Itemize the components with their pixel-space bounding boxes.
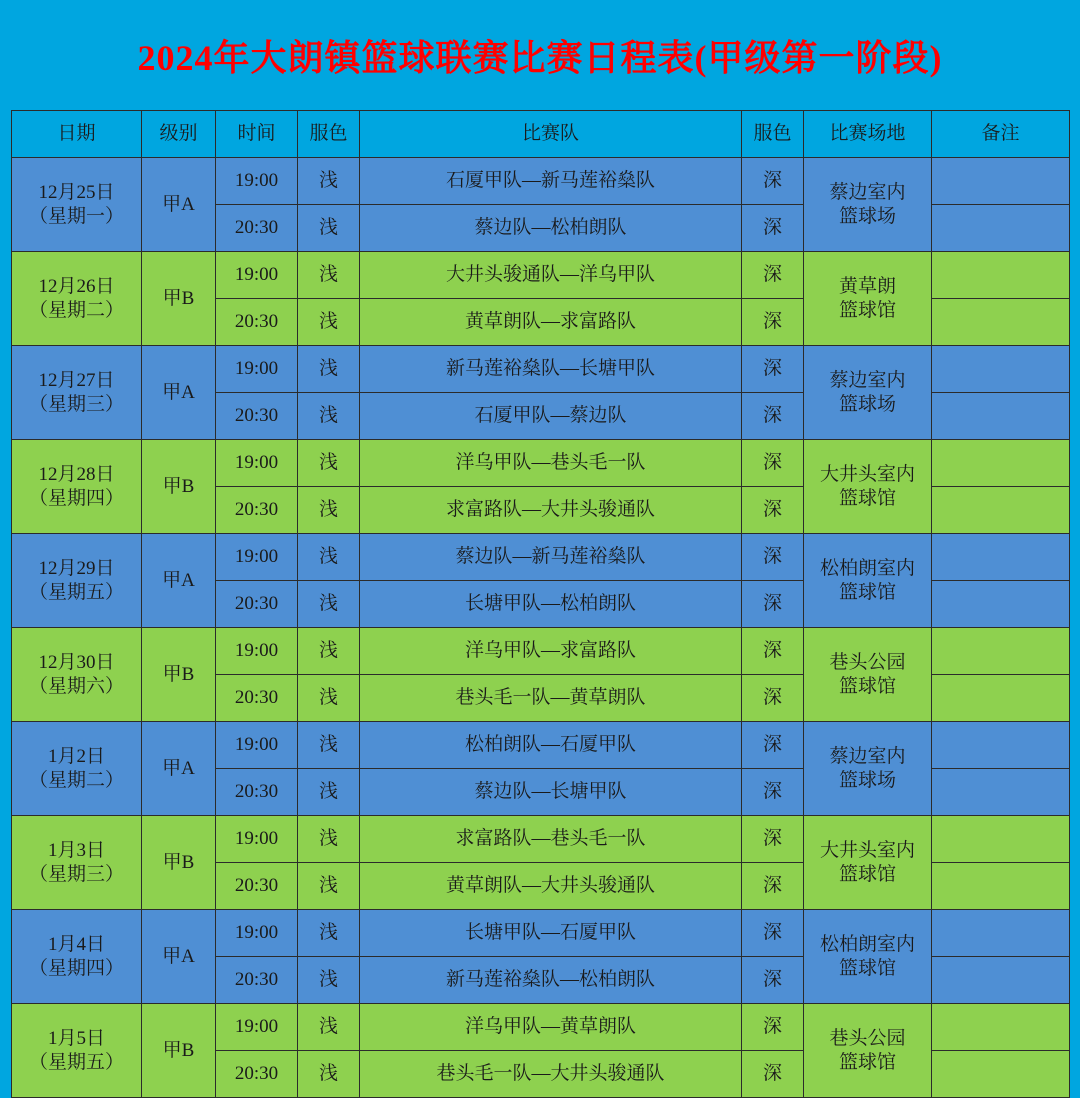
cell-match: 蔡边队—松柏朗队 [360, 205, 742, 252]
cell-time: 20:30 [216, 675, 298, 722]
date-day: 12月26日 [38, 275, 115, 297]
cell-dress-away: 深 [742, 628, 804, 675]
cell-time: 19:00 [216, 816, 298, 863]
cell-note [932, 1051, 1070, 1098]
cell-time: 19:00 [216, 628, 298, 675]
cell-dress-home: 浅 [298, 722, 360, 769]
cell-note [932, 1004, 1070, 1051]
cell-match: 求富路队—大井头骏通队 [360, 487, 742, 534]
cell-match: 大井头骏通队—洋乌甲队 [360, 252, 742, 299]
cell-dress-away: 深 [742, 252, 804, 299]
cell-note [932, 628, 1070, 675]
cell-dress-home: 浅 [298, 675, 360, 722]
cell-note [932, 346, 1070, 393]
cell-level: 甲B [142, 816, 216, 910]
cell-note [932, 957, 1070, 1004]
date-weekday: （星期六） [28, 675, 124, 697]
cell-time: 20:30 [216, 1051, 298, 1098]
cell-date [12, 910, 142, 1004]
cell-venue [804, 628, 932, 722]
cell-dress-away: 深 [742, 910, 804, 957]
cell-dress-away: 深 [742, 205, 804, 252]
cell-level: 甲A [142, 910, 216, 1004]
cell-match: 松柏朗队—石厦甲队 [360, 722, 742, 769]
cell-note [932, 440, 1070, 487]
date-weekday: （星期五） [28, 581, 124, 603]
date-day: 1月2日 [47, 745, 105, 767]
cell-date [12, 440, 142, 534]
cell-match: 黄草朗队—大井头骏通队 [360, 863, 742, 910]
cell-level: 甲B [142, 1004, 216, 1098]
date-weekday: （星期五） [28, 1051, 124, 1073]
cell-date [12, 816, 142, 910]
cell-match: 巷头毛一队—大井头骏通队 [360, 1051, 742, 1098]
cell-time: 20:30 [216, 205, 298, 252]
cell-note [932, 722, 1070, 769]
venue-line-2: 篮球场 [838, 205, 896, 227]
venue-line-1: 松柏朗室内 [819, 557, 915, 579]
venue-line-2: 篮球馆 [838, 581, 896, 603]
column-header-match: 比赛队 [360, 111, 742, 158]
venue-line-1: 蔡边室内 [829, 745, 906, 767]
venue-line-1: 松柏朗室内 [819, 933, 915, 955]
cell-note [932, 675, 1070, 722]
cell-venue [804, 722, 932, 816]
cell-dress-home: 浅 [298, 205, 360, 252]
cell-level: 甲B [142, 252, 216, 346]
cell-match: 蔡边队—新马莲裕燊队 [360, 534, 742, 581]
cell-match: 石厦甲队—新马莲裕燊队 [360, 158, 742, 205]
table-row [12, 910, 1070, 957]
table-header-row [12, 111, 1070, 158]
date-weekday: （星期三） [28, 393, 124, 415]
cell-time: 19:00 [216, 440, 298, 487]
cell-dress-away: 深 [742, 158, 804, 205]
cell-dress-home: 浅 [298, 863, 360, 910]
cell-match: 石厦甲队—蔡边队 [360, 393, 742, 440]
cell-dress-home: 浅 [298, 581, 360, 628]
cell-dress-home: 浅 [298, 957, 360, 1004]
cell-note [932, 299, 1070, 346]
venue-line-1: 巷头公园 [829, 1027, 906, 1049]
cell-match: 蔡边队—长塘甲队 [360, 769, 742, 816]
cell-dress-home: 浅 [298, 1051, 360, 1098]
cell-dress-away: 深 [742, 487, 804, 534]
cell-time: 20:30 [216, 957, 298, 1004]
cell-note [932, 769, 1070, 816]
cell-time: 19:00 [216, 1004, 298, 1051]
date-weekday: （星期二） [28, 769, 124, 791]
cell-note [932, 863, 1070, 910]
cell-dress-away: 深 [742, 769, 804, 816]
cell-date [12, 252, 142, 346]
cell-level: 甲B [142, 628, 216, 722]
cell-time: 19:00 [216, 534, 298, 581]
cell-dress-home: 浅 [298, 910, 360, 957]
table-header [12, 111, 1070, 158]
table-row [12, 628, 1070, 675]
cell-date [12, 1004, 142, 1098]
cell-dress-away: 深 [742, 675, 804, 722]
venue-line-2: 篮球馆 [838, 299, 896, 321]
column-header-level: 级别 [142, 111, 216, 158]
table-row [12, 158, 1070, 205]
date-weekday: （星期四） [28, 487, 124, 509]
cell-time: 20:30 [216, 581, 298, 628]
table-row [12, 1004, 1070, 1051]
cell-time: 19:00 [216, 910, 298, 957]
cell-level: 甲A [142, 346, 216, 440]
cell-date [12, 628, 142, 722]
venue-line-1: 蔡边室内 [829, 369, 906, 391]
cell-dress-home: 浅 [298, 393, 360, 440]
cell-dress-away: 深 [742, 393, 804, 440]
cell-match: 洋乌甲队—巷头毛一队 [360, 440, 742, 487]
cell-dress-home: 浅 [298, 252, 360, 299]
cell-dress-away: 深 [742, 581, 804, 628]
cell-venue [804, 816, 932, 910]
cell-date [12, 534, 142, 628]
schedule-table [11, 110, 1070, 1098]
venue-line-2: 篮球馆 [838, 957, 896, 979]
column-header-dress-away: 服色 [742, 111, 804, 158]
cell-note [932, 534, 1070, 581]
cell-match: 黄草朗队—求富路队 [360, 299, 742, 346]
cell-time: 19:00 [216, 346, 298, 393]
cell-dress-away: 深 [742, 722, 804, 769]
venue-line-1: 大井头室内 [819, 839, 915, 861]
date-day: 12月28日 [38, 463, 115, 485]
cell-match: 洋乌甲队—求富路队 [360, 628, 742, 675]
cell-time: 19:00 [216, 158, 298, 205]
cell-dress-away: 深 [742, 346, 804, 393]
cell-time: 20:30 [216, 393, 298, 440]
cell-note [932, 581, 1070, 628]
cell-venue [804, 1004, 932, 1098]
cell-match: 求富路队—巷头毛一队 [360, 816, 742, 863]
cell-venue [804, 346, 932, 440]
table-body [12, 158, 1070, 1098]
cell-level: 甲B [142, 440, 216, 534]
venue-line-1: 蔡边室内 [829, 181, 906, 203]
date-day: 12月27日 [38, 369, 115, 391]
cell-dress-away: 深 [742, 1051, 804, 1098]
cell-dress-home: 浅 [298, 158, 360, 205]
cell-venue [804, 910, 932, 1004]
table-row [12, 722, 1070, 769]
cell-date [12, 158, 142, 252]
venue-line-2: 篮球馆 [838, 487, 896, 509]
title-bar [0, 0, 1080, 110]
cell-match: 新马莲裕燊队—长塘甲队 [360, 346, 742, 393]
date-day: 12月25日 [38, 181, 115, 203]
cell-note [932, 158, 1070, 205]
cell-match: 长塘甲队—石厦甲队 [360, 910, 742, 957]
column-header-venue: 比赛场地 [804, 111, 932, 158]
cell-dress-home: 浅 [298, 440, 360, 487]
venue-line-2: 篮球馆 [838, 675, 896, 697]
cell-venue [804, 534, 932, 628]
column-header-note: 备注 [932, 111, 1070, 158]
table-row [12, 346, 1070, 393]
cell-dress-home: 浅 [298, 299, 360, 346]
cell-level: 甲A [142, 534, 216, 628]
cell-dress-home: 浅 [298, 816, 360, 863]
page-title: 2024年大朗镇篮球联赛比赛日程表(甲级第一阶段) [137, 37, 943, 78]
venue-line-2: 篮球场 [838, 393, 896, 415]
cell-dress-away: 深 [742, 534, 804, 581]
cell-dress-home: 浅 [298, 628, 360, 675]
venue-line-2: 篮球场 [838, 769, 896, 791]
table-row [12, 252, 1070, 299]
venue-line-2: 篮球馆 [838, 1051, 896, 1073]
cell-time: 19:00 [216, 252, 298, 299]
table-row [12, 816, 1070, 863]
cell-note [932, 252, 1070, 299]
date-weekday: （星期二） [28, 299, 124, 321]
table-row [12, 440, 1070, 487]
cell-date [12, 722, 142, 816]
cell-venue [804, 252, 932, 346]
cell-match: 洋乌甲队—黄草朗队 [360, 1004, 742, 1051]
cell-time: 20:30 [216, 487, 298, 534]
venue-line-2: 篮球馆 [838, 863, 896, 885]
cell-level: 甲A [142, 722, 216, 816]
cell-dress-home: 浅 [298, 346, 360, 393]
cell-match: 长塘甲队—松柏朗队 [360, 581, 742, 628]
table-row [12, 534, 1070, 581]
date-weekday: （星期一） [28, 205, 124, 227]
cell-dress-home: 浅 [298, 1004, 360, 1051]
cell-date [12, 346, 142, 440]
cell-note [932, 910, 1070, 957]
cell-match: 新马莲裕燊队—松柏朗队 [360, 957, 742, 1004]
cell-dress-away: 深 [742, 1004, 804, 1051]
venue-line-1: 黄草朗 [838, 275, 896, 297]
cell-dress-away: 深 [742, 440, 804, 487]
cell-dress-home: 浅 [298, 487, 360, 534]
cell-time: 20:30 [216, 299, 298, 346]
date-day: 1月3日 [47, 839, 105, 861]
column-header-dress-home: 服色 [298, 111, 360, 158]
cell-venue [804, 440, 932, 534]
date-day: 12月29日 [38, 557, 115, 579]
cell-dress-away: 深 [742, 863, 804, 910]
cell-dress-away: 深 [742, 299, 804, 346]
cell-match: 巷头毛一队—黄草朗队 [360, 675, 742, 722]
date-day: 1月5日 [47, 1027, 105, 1049]
cell-note [932, 393, 1070, 440]
date-weekday: （星期四） [28, 957, 124, 979]
cell-note [932, 205, 1070, 252]
cell-dress-home: 浅 [298, 534, 360, 581]
cell-venue [804, 158, 932, 252]
cell-time: 20:30 [216, 769, 298, 816]
column-header-date: 日期 [12, 111, 142, 158]
cell-note [932, 816, 1070, 863]
cell-note [932, 487, 1070, 534]
cell-time: 20:30 [216, 863, 298, 910]
column-header-time: 时间 [216, 111, 298, 158]
date-weekday: （星期三） [28, 863, 124, 885]
cell-level: 甲A [142, 158, 216, 252]
cell-dress-away: 深 [742, 957, 804, 1004]
date-day: 12月30日 [38, 651, 115, 673]
cell-dress-away: 深 [742, 816, 804, 863]
cell-dress-home: 浅 [298, 769, 360, 816]
date-day: 1月4日 [47, 933, 105, 955]
cell-time: 19:00 [216, 722, 298, 769]
venue-line-1: 巷头公园 [829, 651, 906, 673]
venue-line-1: 大井头室内 [819, 463, 915, 485]
